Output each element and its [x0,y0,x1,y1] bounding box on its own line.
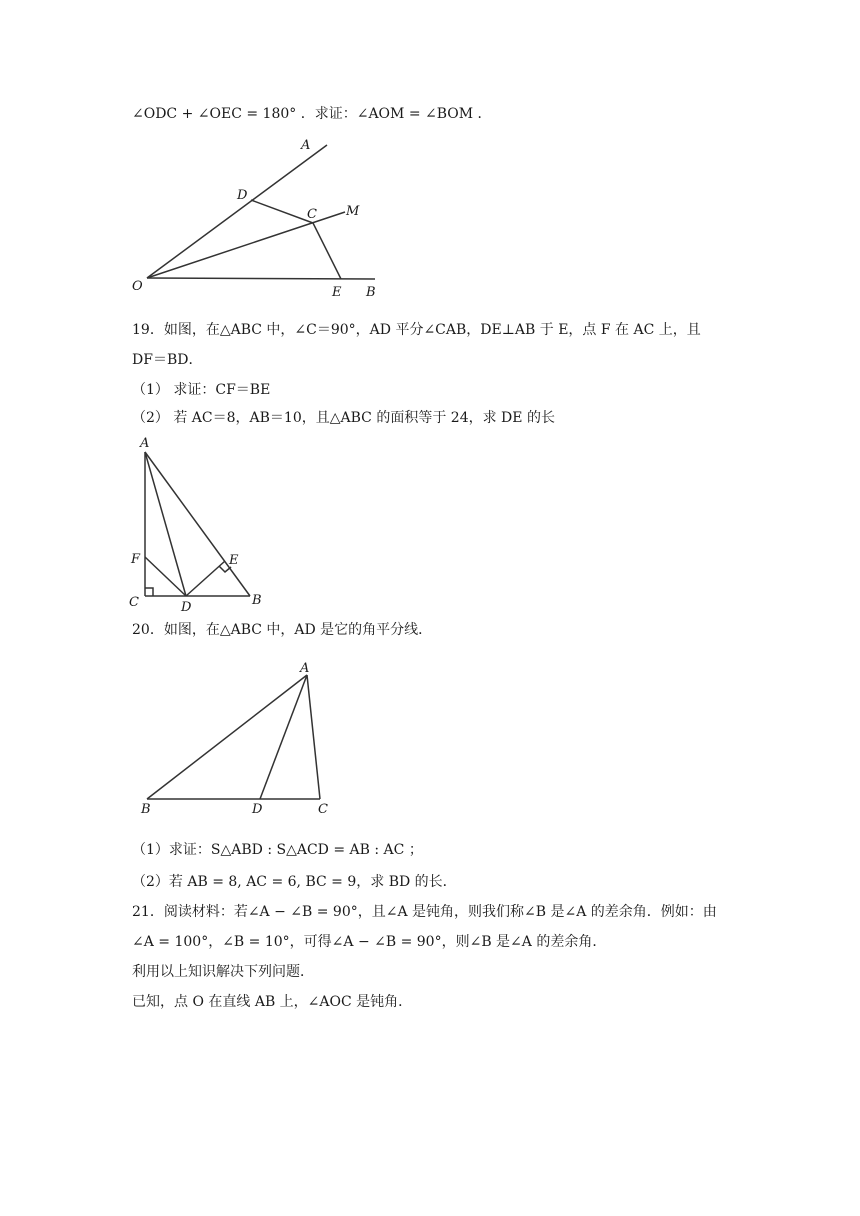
label-A: A [301,138,311,153]
q20-line1: 20．如图，在△ABC 中，AD 是它的角平分线． [132,622,433,638]
q20-part1: （1）求证：S△ABD : S△ACD = AB : AC ； [132,842,423,858]
q21-line1: 21．阅读材料：若∠A − ∠B = 90°，且∠A 是钝角，则我们称∠B 是∠A 的差余角．例如：由 [132,904,717,920]
segment-AB [145,452,250,596]
q20-part2: （2）若 AB = 8, AC = 6, BC = 9，求 BD 的长． [132,874,457,890]
q21-line2: ∠A = 100°，∠B = 10°，可得∠A − ∠B = 90°，则∠B 是∠A 的差余角． [132,934,607,950]
label-C: C [129,595,139,610]
ray-OA [147,145,327,278]
q20-figure [134,655,344,820]
segment-AC [307,675,320,799]
label-C: C [318,802,328,817]
label-O: O [132,279,143,294]
q19-line2: DF＝BD． [132,352,203,368]
label-B: B [366,285,376,300]
label-E: E [229,553,239,568]
segment-AD [145,452,186,596]
label-A: A [140,436,150,451]
label-A: A [300,661,310,676]
q19-part2: （2） 若 AC＝8，AB＝10，且△ABC 的面积等于 24，求 DE 的长 [132,410,555,426]
label-D: D [252,802,263,817]
label-F: F [131,552,141,567]
q18-figure [125,135,395,305]
right-angle-C [145,588,153,596]
q21-line3: 利用以上知识解决下列问题． [132,964,314,980]
label-D: D [181,600,192,613]
label-B: B [252,593,262,608]
q19-figure [124,433,274,613]
label-M: M [346,204,360,219]
segment-DC [251,200,313,223]
q19-part1: （1） 求证：CF＝BE [132,382,271,398]
q21-line4: 已知，点 O 在直线 AB 上，∠AOC 是钝角． [132,994,413,1010]
label-C: C [307,207,317,222]
segment-CE [313,223,341,279]
q19-line1: 19．如图，在△ABC 中，∠C＝90°，AD 平分∠CAB，DE⊥AB 于 E，点 F 在 AC 上，且 [132,322,701,338]
q18-text: ∠ODC + ∠OEC = 180° ．求证：∠AOM = ∠BOM ． [132,106,492,122]
label-E: E [332,285,342,300]
label-B: B [141,802,151,817]
label-D: D [237,188,248,203]
